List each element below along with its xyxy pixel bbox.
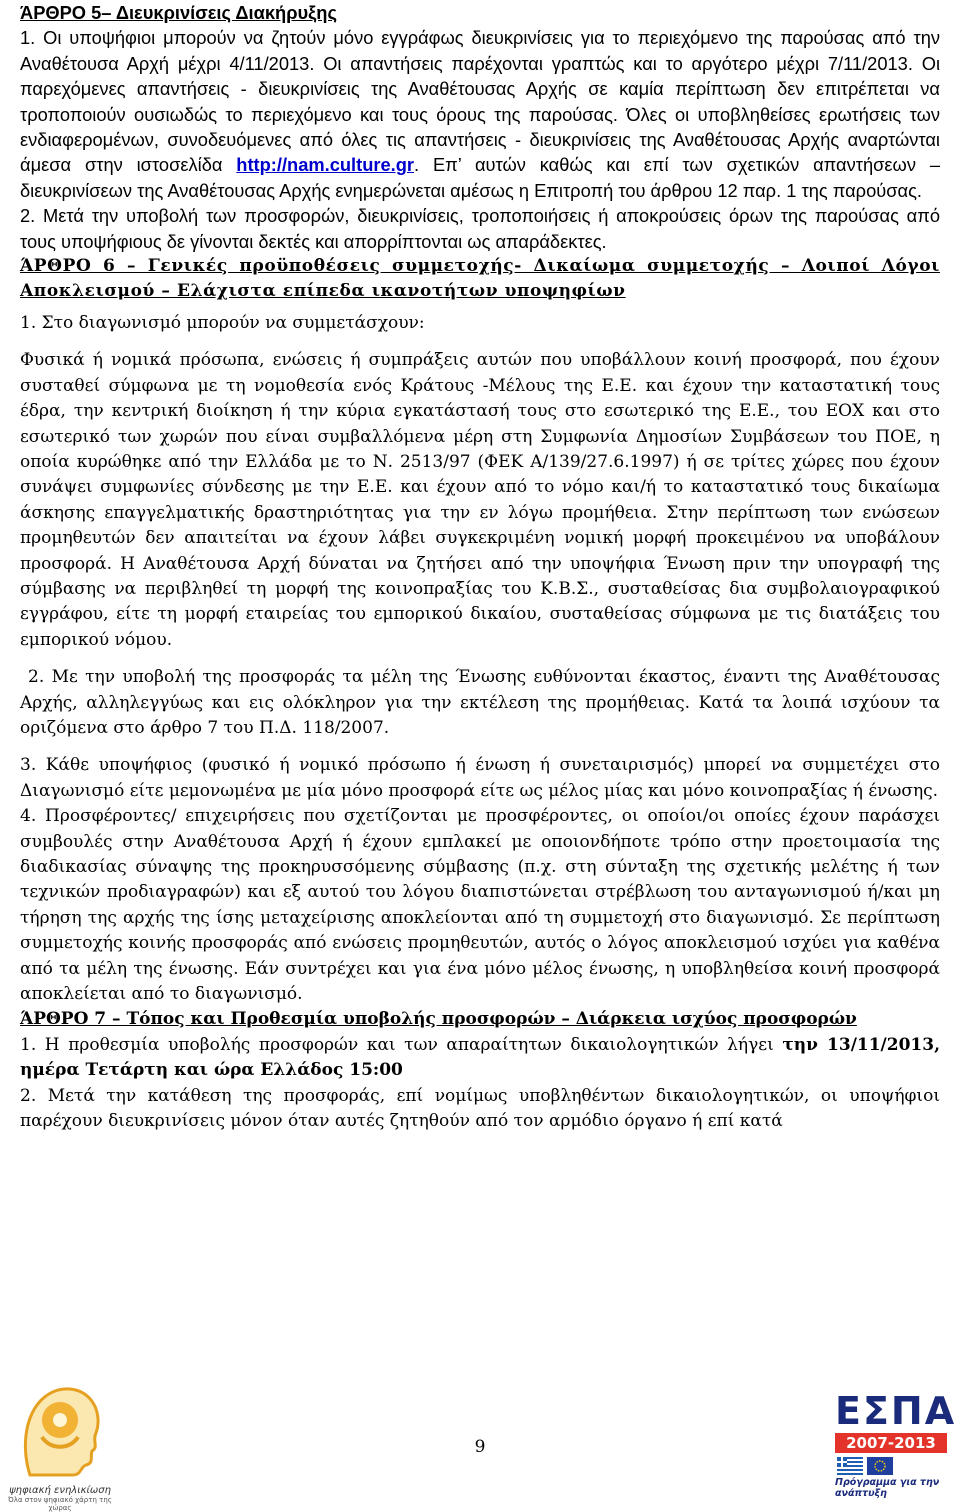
espa-logo-text: ΕΣΠΑ (835, 1389, 957, 1433)
article5-p2-text: Μετά την υποβολή των προσφορών, διευκρινίσεις, τροποποιήσεις ή αποκρούσεις όρων της παρούσας από τους υποψήφιους δε γίνονται δεκτές και απορρίπτονται ως απαράδεκτες. (20, 205, 941, 252)
article5-paragraph1 (20, 25, 940, 203)
article7-heading: ΆΡΘΡΟ 7 – Τόπος και Προθεσμία υποβολής προσφορών – Διάρκεια ισχύος προσφορών (20, 1009, 857, 1030)
left-logo-subcaption: Όλα στον ψηφιακό χάρτη της χώρας (8, 1496, 112, 1512)
espa-years: 2007-2013 (835, 1433, 947, 1453)
article5-heading: ΆΡΘΡΟ 5– Διευκρινίσεις Διακήρυξης (20, 2, 337, 23)
profile-head-icon (0, 1375, 118, 1485)
article6-paragraph2: 2. Με την υποβολή της προσφοράς τα μέλη της Ένωσης ευθύνονται έκαστος, έναντι της Αναθέτουσας Αρχής, αλληλεγγύως και εις ολόκληρον για την εκτέλεση της προμήθειας. Κατά τα λοιπά ισχύουν τα οριζόμενα στο άρθρο 7 του Π.Δ. 118/2007. (20, 667, 940, 738)
article7-p1-text: 1. Η προθεσμία υποβολής προσφορών και των απαραίτητων δικαιολογητικών λήγει (20, 1034, 783, 1055)
document-body (20, 0, 940, 1134)
article6-paragraph1-body: Φυσικά ή νομικά πρόσωπα, ενώσεις ή συμπράξεις αυτών που υποβάλλουν κοινή προσφορά, που έχουν συσταθεί σύμφωνα με τη νομοθεσία ενός Κράτους -Μέλους της Ε.Ε. και έχουν την καταστατική τους έδρα, την κεντρική διοίκηση ή την κύρια εγκατάστασή τους στο εσωτερικό της Ε.Ε., του ΕΟΧ και στο εσωτερικό των χωρών που είναι συμβαλλόμενα μέρη στη Συμφωνία Δημοσίων Συμβάσεων του ΠΟΕ, η οποία κυρώθηκε από την Ελλάδα με το Ν. 2513/97 (ΦΕΚ Α/139/27.6.1997) ή σε τρίτες χώρες που έχουν συνάψει συμφωνίες σύνδεσης με την Ε.Ε. και έχουν από το νόμο και/ή το καταστατικό τους δικαίωμα άσκησης επαγγελματικής δραστηριότητας για την εν λόγω προμήθεια. Στην περίπτωση των ενώσεων προμηθευτών δεν απαιτείται να έχουν λάβει συγκεκριμένη νομική μορφή προκειμένου να υποβάλουν προσφορά. Η Αναθέτουσα Αρχή δύναται να ζητήσει από την υποψήφια Ένωση πριν την υπογραφή της σύμβασης να περιβληθεί τη μορφή της κοινοπραξίας του Κ.Β.Σ., συσταθείσας δια συμβολαιογραφικού εγγράφου, είτε τη μορφή εταιρείας του εμπορικού δικαίου, συσταθείσας σύμφωνα με τις διατάξεις του εμπορικού νόμου. (20, 350, 940, 650)
digital-adulthood-logo (0, 1375, 118, 1512)
article5-p1-part3: . Επ’ αυτών καθώς και επί των σχετικών απαντήσεων – διευκρινίσεων της Αναθέτουσας Αρχής ενημερώνεται αμέσως η Επιτροπή του άρθρου 12 παρ. 1 της παρούσας. (20, 154, 940, 201)
article5-p2-num: 2. (20, 205, 44, 227)
article7-p1-deadline: την 13/11/2013, ημέρα Τετάρτη και ώρα Ελλάδος 15:00 (20, 1034, 941, 1081)
left-logo-caption-text: ψηφιακή ενηλικίωση (9, 1485, 111, 1496)
greek-flag-icon (837, 1457, 863, 1475)
article7-paragraph2: 2. Μετά την κατάθεση της προσφοράς, επί νομίμως υποβληθέντων δικαιολογητικών, οι υποψήφιοι παρέχουν διευκρινίσεις μόνον όταν αυτές ζητηθούν από τον αρμόδιο όργανο ή επί κατά (20, 1085, 940, 1132)
left-logo-caption (4, 1485, 116, 1512)
article6-paragraph1: 1. Στο διαγωνισμό μπορούν να συμμετάσχουν: (20, 312, 425, 333)
article5-p1-part1: 1. Οι υποψήφιοι μπορούν να ζητούν μόνο εγγράφως διευκρινίσεις για το περιεχόμενο της παρούσας από την Αναθέτουσα Αρχή μέχρι 4/11/2013. Οι απαντήσεις παρέχονται γραπτώς και το αργότερο μέχρι 7/11/2013. (20, 27, 940, 74)
article6-paragraph4: 4. Προσφέροντες/ επιχειρήσεις που σχετίζονται με προσφέροντες, οι οποίοι/οι οποίες έχουν παράσχει συμβουλές στην Αναθέτουσα Αρχή ή έχουν εμπλακεί με οποιονδήποτε τρόπο στην προετοιμασία της διαδικασίας σύναψης της προκηρυσσόμενης σύμβασης (π.χ. στη σύνταξη της σχετικής μελέτης ή των τεχνικών προδιαγραφών) και εξ αυτού του λόγου διαπιστώνεται στρέβλωση του ανταγωνισμού ή/και μη τήρηση της αρχής της ίσης μεταχείρισης αποκλείονται από τη συμμετοχή στο διαγωνισμό. Σε περίπτωση συμμετοχής κοινής προσφοράς από ενώσεις προμηθευτών, αυτός ο λόγος αποκλεισμού ισχύει για καθένα από τα μέλη της ένωσης. Εάν συντρέχει και για ένα μόνο μέλος ένωσης, η υποβληθείσα κοινή προσφορά αποκλείεται από το διαγωνισμό. (20, 806, 940, 1005)
article5-paragraph2 (20, 203, 940, 254)
website-link[interactable]: http://nam.culture.gr (236, 154, 415, 176)
espa-tagline: Πρόγραμμα για την ανάπτυξη (835, 1477, 940, 1499)
article7-paragraph1 (20, 1033, 940, 1084)
article6-heading: ΆΡΘΡΟ 6 – Γενικές προϋποθέσεις συμμετοχής- Δικαίωμα συμμετοχής – Λοιποί Λόγοι Αποκλεισμού – Ελάχιστα επίπεδα ικανοτήτων υποψηφίων (20, 256, 940, 302)
espa-logo (825, 1375, 960, 1512)
page-number: 9 (474, 1437, 486, 1457)
article6-paragraph3: 3. Κάθε υποψήφιος (φυσικό ή νομικό πρόσωπο ή ένωση ή συνεταιρισμός) μπορεί να συμμετέχει στο Διαγωνισμό είτε μεμονωμένα με μία μόνο προσφορά είτε ως μέλος μίας και μόνο κοινοπραξίας ή ένωσης. (20, 755, 940, 801)
eu-flag-icon (867, 1457, 893, 1475)
article5-p1-part2: Οι παρεχόμενες απαντήσεις - διευκρινίσεις της Αναθέτουσας Αρχής σε καμία περίπτωση δεν επιτρέπεται να τροποποιούν ουσιωδώς το περιεχόμενο και τους όρους της παρούσας. Όλες οι υποβληθείσες ερωτήσεις των ενδιαφερομένων, συνοδευόμενες από όλες τις απαντήσεις - διευκρινίσεις της Αναθέτουσας Αρχής αναρτώνται άμεσα στην ιστοσελίδα (20, 52, 940, 176)
